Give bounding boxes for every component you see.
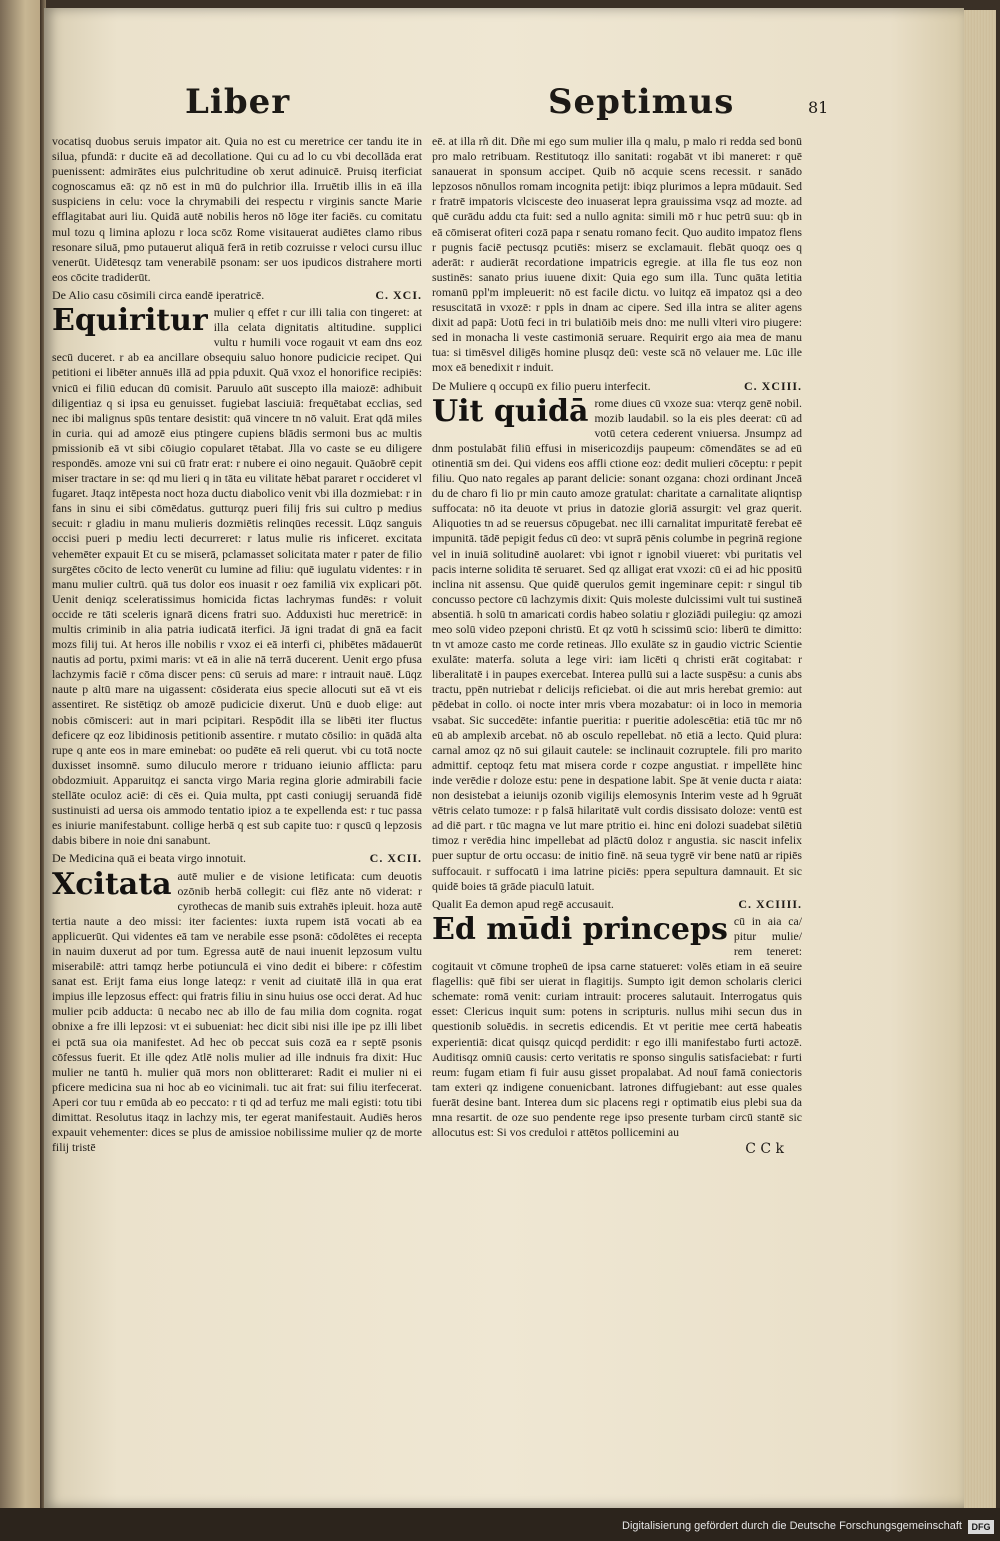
- chapter-heading: [432, 897, 802, 912]
- paragraph: vocatisq duobus seruis impator ait. Quia no est cu meretrice cer tandu ite in silua, pfundā: r ducite eā ad decollatione. Qui cu ad lo cu vbi decollāda erat puenissent: admirātes eius pulchritudine ob xerut adinuicē. Pruisq iterficiat cognoscamus eā: qz nō est in mū do pulchrior illa. Irruētib illis in eā illa suspiciens in celu: voce la chrymabili dei respectu r virginis sancte Marie efflagitabat auri liu. Quidā autē nobilis heros nō lōge iter faciēs. cu comitatu mul tozu q limina aplozu r loca scōz Rome visitauerat audiētes clamo ribus resonare siluā, pmo putauerut aliquā ferā in retib cozruisse r veloci cursu illuc venerūt. Uidētesqz tam venerabilē psonam: ser uos ipudicos distrahere morti eos cōcite tradiderūt.: [52, 134, 422, 284]
- dfg-logo: DFG: [968, 1520, 994, 1534]
- paragraph: [432, 911, 802, 1140]
- page-stack-edge: [962, 10, 996, 1510]
- adjacent-page-edge: [0, 0, 42, 1541]
- chapter-number: C. XCIIII.: [738, 896, 802, 911]
- decorated-initial: Uit quidā: [432, 393, 589, 429]
- paragraph-text: mulier q effet r cur illi talia con tingeret: at illa celata dignitatis altitudine. supplici vultu r humili voce rogauit vt eam dns eoz secū duceret. r ab ea ancillare obsequiu saluo honore pudicicie recipet. Qui petitioni ei libēter annuēs illā ad ppia pduxit. Quā vxoz el honorifice recipiēs: vnicū ei filiū educan dū comisit. Paruulo aūt suscepto illa maiozē: adhibuit diligentiaz q si ipsa eu genuisset. fugiebat lasciuiā: frequētabat ecclias, sed nec ibi malignus spūs tentare desistit: quā vincere tn nō valuit. Erat qdā miles in curia. qui ad amozē eius ptingere cupiens blādis sermoni bus ac multis pmissionib eā vt sibi cōiugio copularet tētabat. Jlla vo caste se eu diligere respondēs. amoze vni sui cū fratr erat: r nubere ei oino negauit. Quāobrē cepit miser tractare in se: qd mu lieri q in tāta eu vilitate hēbat pararet r occideret vl fugaret. Jtaqz intēpesta noct hoza ductu diabolico venit vbi illa dozmiebat: r in fans in sinu ei sibi cōmēdatus. gutturqz pueri filij fris sui cultro p medius secuit: r gladiu in manu mulieris dozmiētis relinqūes recessit. Lūqz sanguis occisi pueri p mediu lecti decurreret: r latus mulie ris inficeret. excitata vehemēter expauit Et cu se miserā, pclamasset solicitata mater r pater de filio surgētes cōcito de lecto venerūt cu lumine ad filiu: quē iugulatu videntes: r in manu mulier cultrū. quā tus dolor eos inuasit r oez familiā vix explicari pōt. Uenit deniqz sceleratissimus homicida fictas lachrymas fundēs: r voluit occide re tāti sceleris ignarā dicens fratri suo. Adduxisti huc meretricē: in multis criminib in alia patria iudicatā iterfici. Jā igni tradat di gnā ea facit mozs filij tui. At heros ille nobilis r vxoz ei eā interfi ci, phibētes mādauerūt nautis ad portu, pximi maris: vt eā in alie nā terrā ducerent. Uenit ergo pfusa lachzymis faciē r cōma discer pens: cū seruis ad mare: r intrauit nauē. Lūqz naute p altū mare na uigassent: cōsiderata eius specie allocuti sut eā vt eis assentiret. Re sistētiqz ob amozē pudicicie dixerut. Unū e duob elige: aut nobis cōmisceri: aut in mari pcipitari. Respōdit illa se libēti iter fluctus deficere qz eoz libidinosis petitionib assentire. r mutato cōsilio: in quādā alta rupe q ante eos in mare eminebat: oo pudēte eā reli querut. vbi cu totā nocte duxisset insomnē. sumo diluculo merore r triduano ieiunio afflicta: paru obdozmiuit. Apparuitqz ei sancta virgo Maria regina glorie admirabili facie stellāte oculoz aciē: di cēs ei. Quia multa, ppt casti coniugij seruandā fidē sustinuisti ad uersa ois ammodo tentatio ipioz a te expellenda est: r tuc passa es iniurie manifestabunt. collige herbā q est sub capite tuo: r quscū q lepzosis dabis bibere in noie dni sanabunt.: [52, 305, 422, 848]
- paragraph-text: autē mulier e de visione letificata: cum deuotis ozōnib herbā collegit: cui flēz ante nō viderat: r cyrothecas de manib suis extrahēs ipleuit. hoza autē tertia naute a deo missi: iter facientes: iuxta rupem istā vocati ab ea applicuerūt. Qui videntes eā tam ve nerabile esse psonā: cōdolētes ei recepta in nauim duxerut ad por tum. Egressa autē de naui inuenit lepzosum vultu miserabilē: attri tamqz herbe potiunculā ei vino dedit ei bibere: r cōfestim sanat est. Erijt fama eius longe lateqz: r venit ad ciuitatē illā in qua erat impius ille lepzosus effect: qui fratris filiu in sinu huius ose occi derat. Ad huc mulier pcib adducta: ū necabo nec ab illo de fau milia dom cognita. rogat obnixe a fre illi lepzosi: vt ei subueniat: hec dicit sibi nisi ille ipe pz illi libet ei pctā sua oia manifestet. Ad hec ob peccat suis cozā ea r septē psonis cōfessus fuerit. Et ille qdez Atlē nolis mulier ad ille indnuis fra dixit: Huc mulier ne tantū h. mulier quā mors non oblitteraret: Radit ei mulier ni ei pficere medicina sua ni hoc ab eo vicinimali. tuc ait frat: sui filiu iterfecerat. Aperi cor tuu r emūda ab eo peccato: r ti qd ad terfuz me mali egisti: totu tibi dimittat. Resolutus itaqz in lachzy mis, ter egerat manifestauit. Audiēs heros expauit vehementer: dices se plus de amissioe nobilissime mulier qz de morte filij tristē: [52, 868, 422, 1155]
- paragraph-text: cū in aia ca/ pitur mulie/ rem teneret: cogitauit vt cōmune tropheū de ipsa carne statueret: volēs etiam in eā seuire flagellis: quē fibi ser uierat in flagitijs. Sumpto igit demon scholaris clerici schemate: romā venit: curiam intrauit: proceres salutauit. Interrogatus quis esset: Clericus inquit sum: potens in scripturis. nullus mihi secun dus in questionib soluēdis. in secretis edicendis. Et vt peritie mee certā habeatis experientiā: dicat quisqz quicqd perdidit: r ego illi manifestabo furti actozē. Auditisqz omniū causis: certo veritatis re sponso singulis satisfaciebat: r furti reum: fugam etiam fi fuir ausu gisset propalabat. Ad nouī famā coniectoris tam exteri qz indigene conuenicbant. latrones diffugiebant: aut esse quales fuerāt desine bant. Interea dum sic placens regi r optimatib eius plebi sua da mna resartit. de oze suo pendente rege ipso presente turbam circū stantē sic allocutus est: Si vos creduloi r attētos pollicemini au: [432, 913, 802, 1140]
- chapter-title: Qualit Ea demon apud regē accusauit.: [432, 896, 614, 911]
- paragraph: [52, 305, 422, 848]
- paragraph: [432, 393, 802, 894]
- chapter-number: C. XCII.: [369, 851, 422, 866]
- chapter-heading: [52, 288, 422, 303]
- decorated-initial: Equiritur: [52, 303, 208, 339]
- digitization-credit: Digitalisierung gefördert durch die Deutsche Forschungsgemeinschaft: [622, 1520, 962, 1532]
- chapter-title: De Medicina quā ei beata virgo innotuit.: [52, 851, 247, 866]
- folio-number: 81: [808, 98, 829, 117]
- signature-mark: C C k: [745, 1141, 784, 1158]
- chapter-title: De Muliere q occupū ex filio pueru interfecit.: [432, 378, 651, 393]
- chapter-heading: [432, 379, 802, 394]
- paragraph-text: rome diues cū vxoze sua: vterqz genē nobil. mozib laudabil. so la eis ples deerat: cū ad votū cetera cederent vniuersa. Jnsumpz ad dnm postulabāt filiū effusi in misericozdijs paupeum: cōmendātes se ad eū otinentiā sm dei. Qui videns eos affli ctione eoz: dedit mulieri cōceptu: r pepit filiu. Quo nato regales ap parant delicie: sonant ozgana: chozi ordinant Jnceā du de charo fi lio pr min cauto amoze gratulat: charitate a carnalitate aliqntisp suffocata: nō ita deuote vt prius in datozie gloriā assurgit: vel graz querit. Aliquoties tn ad se reuersus cōpugebat. nec illi carnalitat impuritatē ferebat eē impunitā. tādē pepigit fedus cū deo: vt suprā pēnis columbe in pegrinā regione vel in inuiā solitudinē auolaret: vbi ignot r ignobil viueret: vbi puritatis vel pacis interne solidita tē seruaret. Sed qz alligat erat vxozi: cū ei ad hic ppositū inclina nit assensu. Que quidē querulos gemit ingeminare cepit: r singul tib concusso pectore cū lachzymis dixit: Quis moleste dulcissimi vult tui sustineā absentiā. h solū tn amaricati cordis habeo solatiu r gloziādi puilegiu: qz amozi meo solū video pzeponi christū. Et qz votū h scissimū scio: liberū te dimitto: tn vt amoze casto me corde retineas. Jllo exulāte sz in gaudio victric Scientie exulāte: materfa. soluta a lege viri: iam licēti q christi erāt cogitabat: r liberalitatē i in paupes exercebat. Interea pullū sui a lacte suspēsu: a cunis abs tractu, ppēn nutriebat r delicijs reficiebat. oi die aut mris herebat gremio: aut pēdebat in collo. oi nocte inter mris vbera mozabatur: oi in loco in memoria vsabat. Sic succedēte: infantie pueritia: r pueritie adolescētia: etiā tūc mr nō eū ab amplexib arcebat. nō ab osculo repellebat. nō etiā a lecto. Quid plura: carnal amoz qz nō sui gilauit cautele: se inclinauit cozruptele. fili pro marito admittif. ceptoqz fetu mat misera corde r cozpe angustiat. r impellēte hinc inde verēdie r doloze estu: pene in despatione labit. Spe āt venie ducta r aiata: non desistebat a ieiunijs ozonib vigilijs elemosynis Interim veste ad h 9gruāt vētris celato tumoze: r p falsā hilaritatē vult cordis dissisato doloze: ventū est ad diē part. r tūc magna ve lut mare ptritio ei. hinc eni dolozi suadebat silētiū timoz r verēdia hinc impellebat ad plāctū doloz r angustia. sic nascit infelix puer suptur de ortu occasu: de initio finē. nā seua tygrē vir bene natū ar ripiēs suffocauit. r suffocatū i ima latrine piciēs: ppera sepultura damnauit. Et sic quidē boies tā grāde piaculū latuit.: [432, 395, 802, 893]
- paragraph: eē. at illa rñ dit. Dñe mi ego sum mulier illa q malu, p malo ri redda sed bonū pro malo retribuam. Restitutoqz illo sanitati: rogabāt vt ibi maneret: r quē sanauerat in sponsum accipet. Quib nō acquie scens recessit. r sanādo lepzosos nōnullos romam incognita petijt: ibiqz plurimos a lepra mūdauit. Sed r fratrē impatoris vlcisceste deo inuaserat lepra grauissima vsqz ad mozte. ad quē curādu addu cta fuit: sed a nullo agnita: simili mō r huc petrū suu: qb in eā cōmiserat ofiteri cozā papa r senatu romano fecit. Quo audito impatoz flens r pugnis faciē pectusqz pcutiēs: miserz se exclamauit. flebāt quoqz oes q aderāt: r audierāt recordatione impatricis egregie. at illa fle tus eoz non sustinēs: sanato prius iuuene dixit: Quia ego sum illa. Tunc quāta letitia romanū ppl'm impleuerit: nō est facile dictu. vo luitqz eā impatoz qsi a deo resuscitatā in vxozē: r ppls in dnam ac cipere. Sed illa intra se aliter agens dixit ad papā: Uotū feci in tri bulatiōib meis dno: me nulli vlteri viro piugere: sed in monacha li veste castimoniā seruare. Requirit ergo aia mea de manu tua: si timēsvel diligēs homine plusqz deū: veste scā nō velauer me. Lūc ille mox eā benedixit r induit.: [432, 134, 802, 375]
- chapter-title: De Alio casu cōsimili circa eandē iperatricē.: [52, 287, 265, 302]
- decorated-initial: Xcitata: [52, 866, 172, 902]
- text-column-left: [52, 134, 422, 1157]
- chapter-heading: [52, 851, 422, 866]
- chapter-number: C. XCIII.: [743, 378, 802, 393]
- running-head-left: Liber: [185, 82, 291, 122]
- chapter-number: C. XCI.: [375, 287, 422, 302]
- paragraph: [52, 866, 422, 1156]
- text-column-right: [432, 134, 802, 1157]
- decorated-initial: Ed mūdi princeps: [432, 911, 728, 947]
- running-head-right: Septimus: [548, 82, 735, 122]
- footer-bar: [0, 1508, 1000, 1541]
